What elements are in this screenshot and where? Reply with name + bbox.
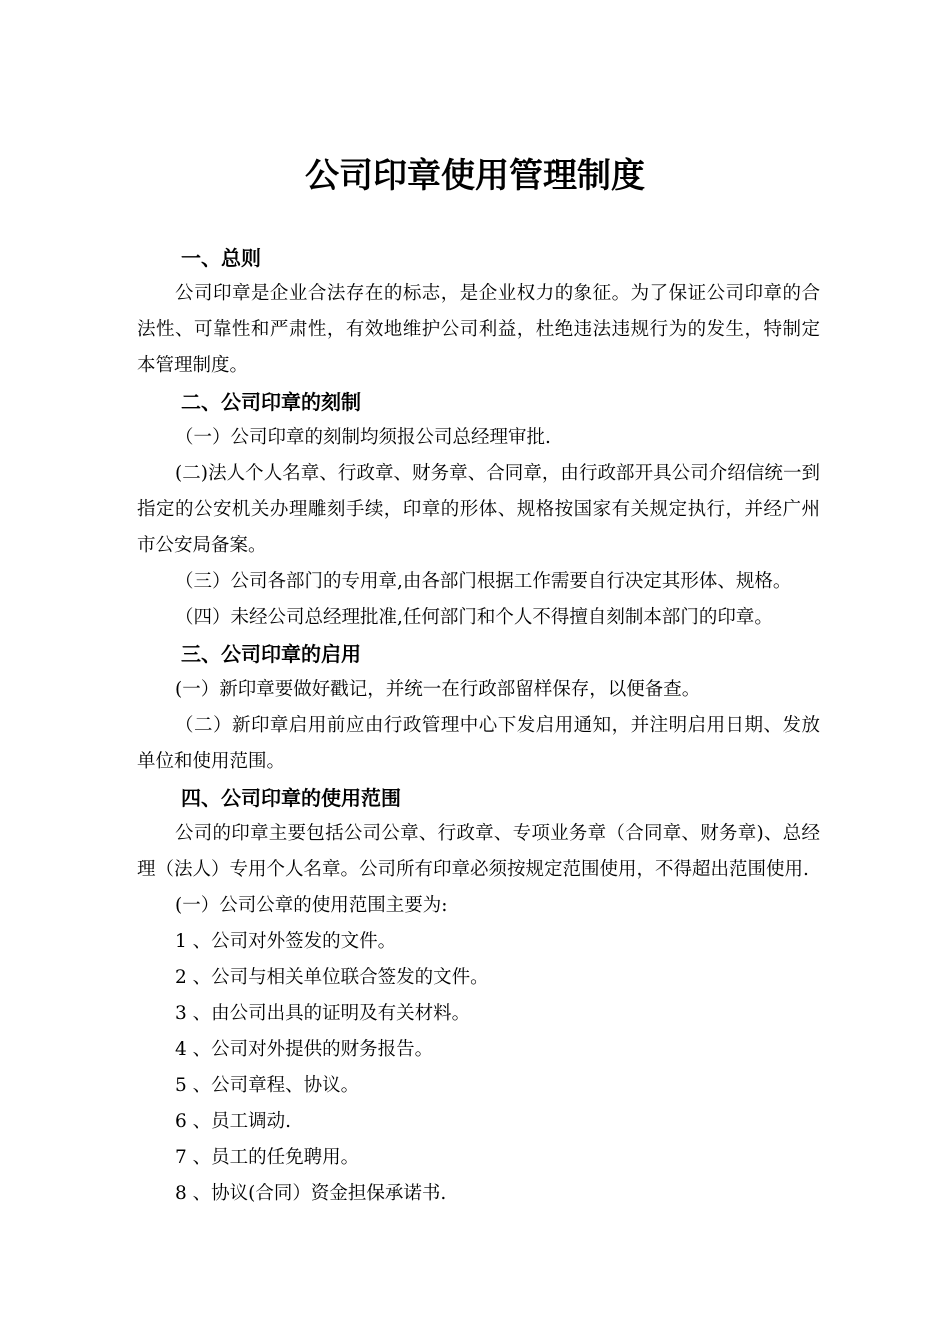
paragraph: (一）公司公章的使用范围主要为: — [175, 895, 448, 916]
section-heading-seal-activation: 三、公司印章的启用 — [181, 642, 361, 666]
paragraph: 公司印章是企业合法存在的标志，是企业权力的象征。为了保证公司印章的合法性、可靠性和严肃性，有效地维护公司利益，杜绝违法违规行为的发生，特制定本管理制度。 — [137, 283, 820, 376]
paragraph: (二)法人个人名章、行政章、财务章、合同章，由行政部开具公司介绍信统一到指定的公安机关办理雕刻手续，印章的形体、规格按国家有关规定执行，并经广州市公安局备案。 — [137, 463, 820, 556]
section-heading-seal-scope: 四、公司印章的使用范围 — [181, 786, 401, 810]
document-title: 公司印章使用管理制度 — [305, 156, 645, 196]
list-item: 1 、公司对外签发的文件。 — [175, 931, 397, 952]
list-item: 8 、协议(合同）资金担保承诺书. — [175, 1183, 447, 1204]
paragraph: (一）新印章要做好戳记，并统一在行政部留样保存，以便备查。 — [175, 679, 701, 700]
list-item: 5 、公司章程、协议。 — [175, 1075, 360, 1096]
paragraph: （四）未经公司总经理批准,任何部门和个人不得擅自刻制本部门的印章。 — [175, 607, 773, 628]
section-heading-seal-making: 二、公司印章的刻制 — [181, 390, 361, 414]
document-body — [137, 240, 820, 1212]
list-item: 2 、公司与相关单位联合签发的文件。 — [175, 967, 489, 988]
paragraph: （二）新印章启用前应由行政管理中心下发启用通知，并注明启用日期、发放单位和使用范围。 — [137, 715, 820, 772]
list-item: 7 、员工的任免聘用。 — [175, 1147, 360, 1168]
list-item: 4 、公司对外提供的财务报告。 — [175, 1039, 434, 1060]
list-item: 6 、员工调动. — [175, 1111, 292, 1132]
list-item: 3 、由公司出具的证明及有关材料。 — [175, 1003, 471, 1024]
section-heading-general: 一、总则 — [181, 246, 261, 270]
paragraph: （一）公司印章的刻制均须报公司总经理审批. — [175, 427, 551, 448]
paragraph: 公司的印章主要包括公司公章、行政章、专项业务章（合同章、财务章)、总经理（法人）专用个人名章。公司所有印章必须按规定范围使用，不得超出范围使用. — [137, 823, 820, 880]
paragraph: （三）公司各部门的专用章,由各部门根据工作需要自行决定其形体、规格。 — [175, 571, 792, 592]
